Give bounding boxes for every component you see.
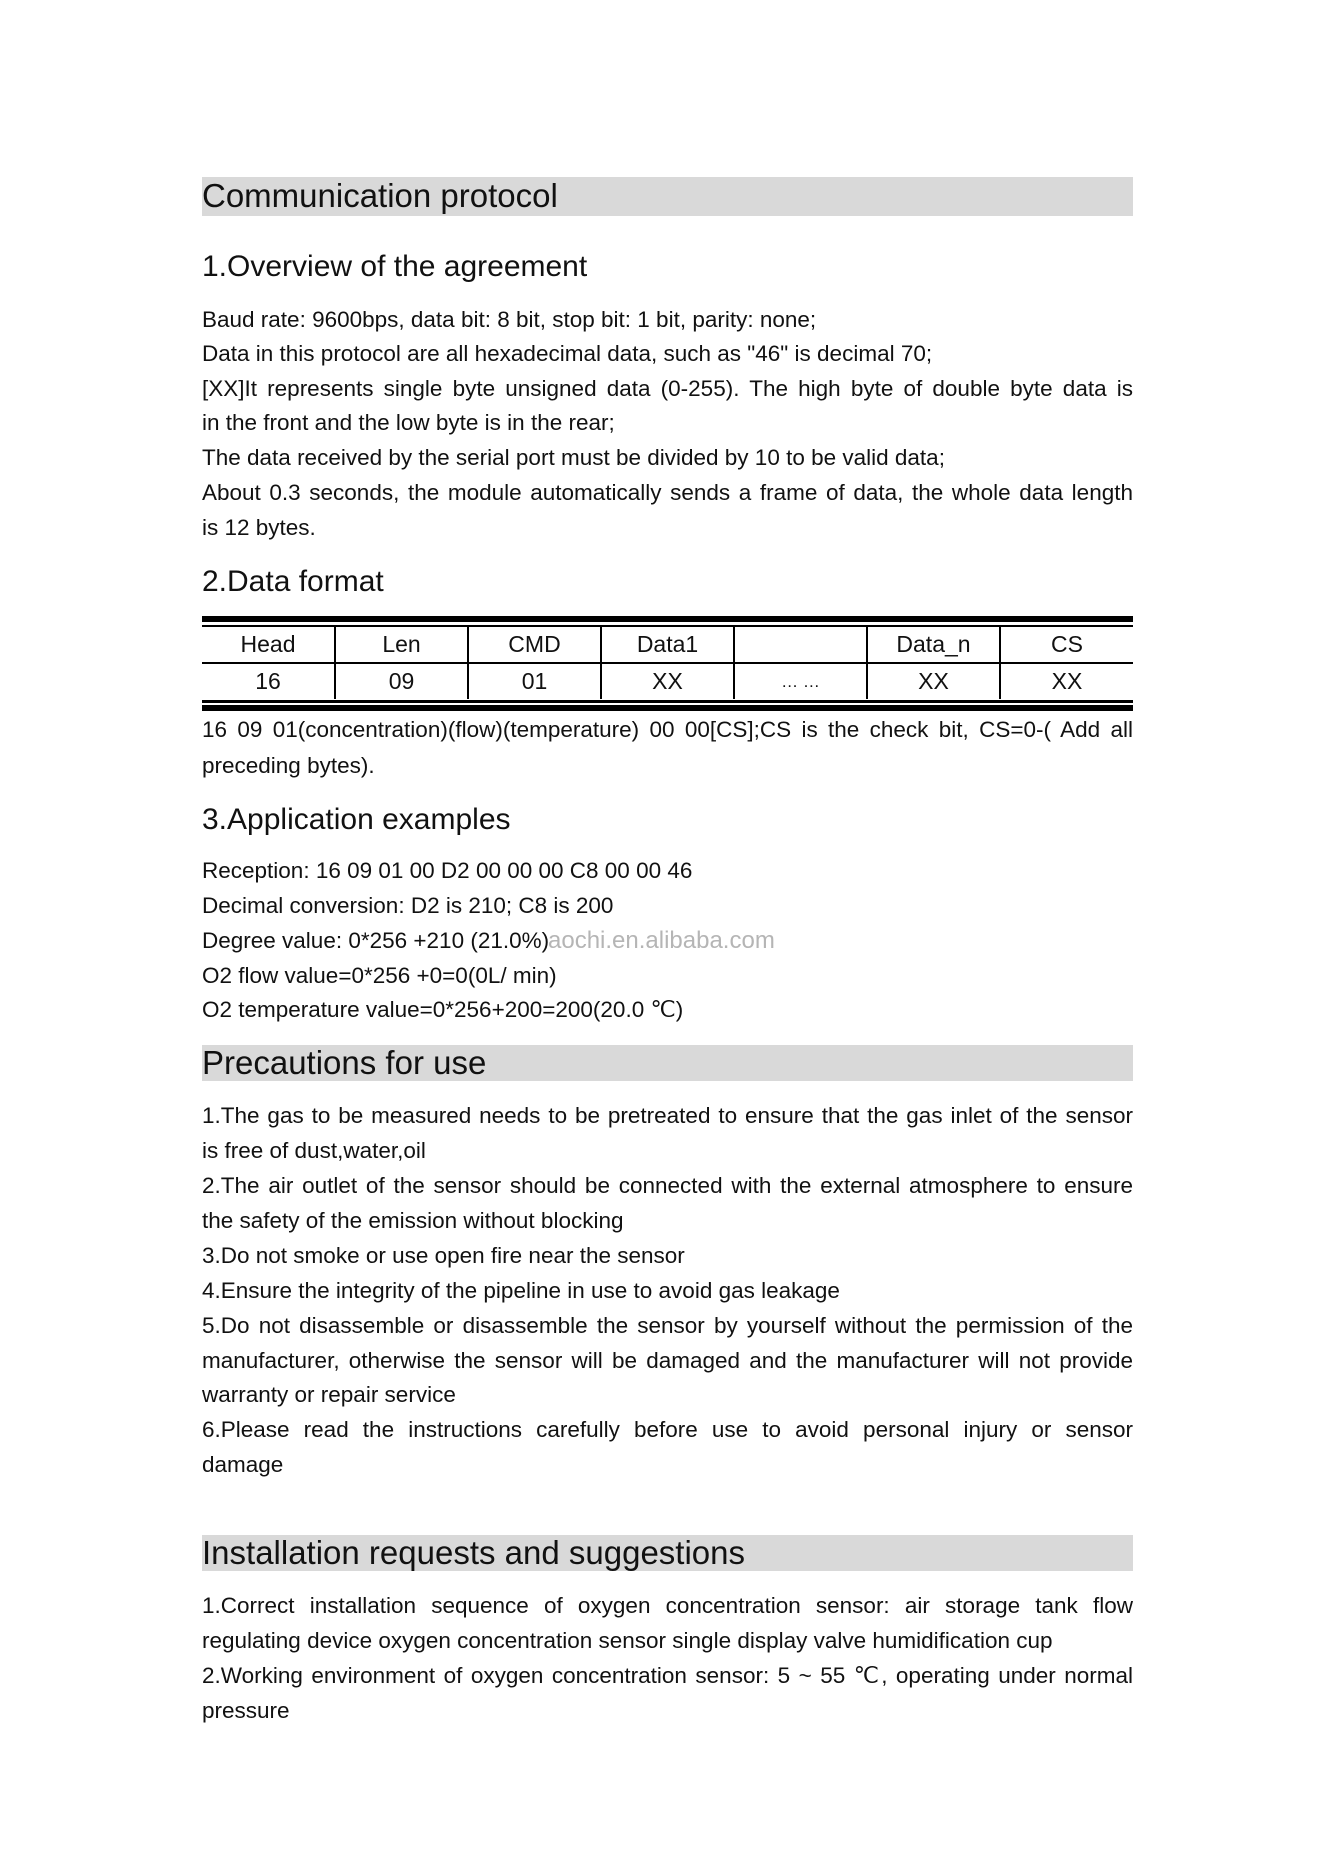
table-cell: Head bbox=[202, 627, 335, 663]
table-cell: CS bbox=[1000, 627, 1133, 663]
text-line: regulating device oxygen concentration sensor single display valve humidification cup bbox=[202, 1628, 1053, 1653]
text-line: damage bbox=[202, 1452, 284, 1477]
text-line: pressure bbox=[202, 1698, 290, 1723]
text-line: About 0.3 seconds, the module automatically sends a frame of data, the whole data length bbox=[202, 480, 1133, 505]
text-line: preceding bytes). bbox=[202, 753, 375, 778]
table-cell: 16 bbox=[255, 668, 281, 694]
text-line: warranty or repair service bbox=[202, 1382, 456, 1407]
text-line: 2.The air outlet of the sensor should be connected with the external atmosphere to ensure bbox=[202, 1173, 1133, 1198]
table-cell: Data1 bbox=[601, 627, 734, 663]
text-line: Baud rate: 9600bps, data bit: 8 bit, stop bit: 1 bit, parity: none; bbox=[202, 307, 817, 332]
table-cell: Len bbox=[335, 627, 468, 663]
table-cell bbox=[734, 627, 867, 663]
table-cell: … … bbox=[734, 663, 867, 699]
overview-heading: 1.Overview of the agreement bbox=[202, 250, 588, 283]
table-rule bbox=[202, 705, 1133, 711]
application-heading: 3.Application examples bbox=[202, 803, 511, 836]
text-line: manufacturer, otherwise the sensor will be damaged and the manufacturer will not provide bbox=[202, 1348, 1133, 1373]
section-title: Installation requests and suggestions bbox=[202, 1534, 746, 1571]
text-line: the safety of the emission without blocking bbox=[202, 1208, 624, 1233]
section-header-installation bbox=[202, 1535, 1133, 1571]
table-row bbox=[202, 663, 1133, 699]
text-line: [XX]It represents single byte unsigned data (0-255). The high byte of double byte data is bbox=[202, 376, 1133, 401]
table-cell: XX bbox=[1000, 663, 1133, 699]
table-cell: Data_n bbox=[867, 627, 1000, 663]
section-header-communication bbox=[202, 177, 1133, 216]
table-cell: CMD bbox=[468, 627, 601, 663]
data-format-heading: 2.Data format bbox=[202, 565, 384, 598]
text-line: 1.The gas to be measured needs to be pretreated to ensure that the gas inlet of the sensor bbox=[202, 1103, 1133, 1128]
text-line: O2 temperature value=0*256+200=200(20.0 ℃) bbox=[202, 997, 684, 1022]
table-header-row bbox=[202, 627, 1133, 663]
table-cell: XX bbox=[867, 663, 1000, 699]
text-line: O2 flow value=0*256 +0=0(0L/ min) bbox=[202, 963, 557, 988]
section-title: Communication protocol bbox=[202, 177, 558, 214]
text-line: 3.Do not smoke or use open fire near the sensor bbox=[202, 1243, 685, 1268]
table-cell: XX bbox=[601, 663, 734, 699]
section-header-precautions bbox=[202, 1045, 1133, 1081]
data-format-table bbox=[202, 627, 1133, 699]
table-cell: 09 bbox=[335, 663, 468, 699]
text-line: 5.Do not disassemble or disassemble the sensor by yourself without the permission of the bbox=[202, 1313, 1133, 1338]
text-line: Reception: 16 09 01 00 D2 00 00 00 C8 00 00 46 bbox=[202, 858, 693, 883]
table-rule bbox=[202, 700, 1133, 703]
text-line: 16 09 01(concentration)(flow)(temperature) 00 00[CS];CS is the check bit, CS=0-( Add all bbox=[202, 717, 1133, 742]
text-line: 1.Correct installation sequence of oxygen concentration sensor: air storage tank flow bbox=[202, 1593, 1133, 1618]
text-line: 4.Ensure the integrity of the pipeline in use to avoid gas leakage bbox=[202, 1278, 840, 1303]
table-cell: 01 bbox=[468, 663, 601, 699]
text-line: Decimal conversion: D2 is 210; C8 is 200 bbox=[202, 893, 614, 918]
text-line: The data received by the serial port must be divided by 10 to be valid data; bbox=[202, 445, 945, 470]
text-line: Degree value: 0*256 +210 (21.0%) bbox=[202, 928, 550, 953]
text-line: is free of dust,water,oil bbox=[202, 1138, 426, 1163]
text-line: 6.Please read the instructions carefully before use to avoid personal injury or sensor bbox=[202, 1417, 1133, 1442]
text-line: is 12 bytes. bbox=[202, 515, 316, 540]
text-line: in the front and the low byte is in the rear; bbox=[202, 410, 615, 435]
watermark: aochi.en.alibaba.com bbox=[548, 927, 775, 954]
section-title: Precautions for use bbox=[202, 1044, 487, 1081]
text-line: 2.Working environment of oxygen concentration sensor: 5 ~ 55 ℃, operating under normal bbox=[202, 1663, 1133, 1688]
text-line: Data in this protocol are all hexadecimal data, such as "46" is decimal 70; bbox=[202, 341, 933, 366]
table-rule bbox=[202, 616, 1133, 622]
